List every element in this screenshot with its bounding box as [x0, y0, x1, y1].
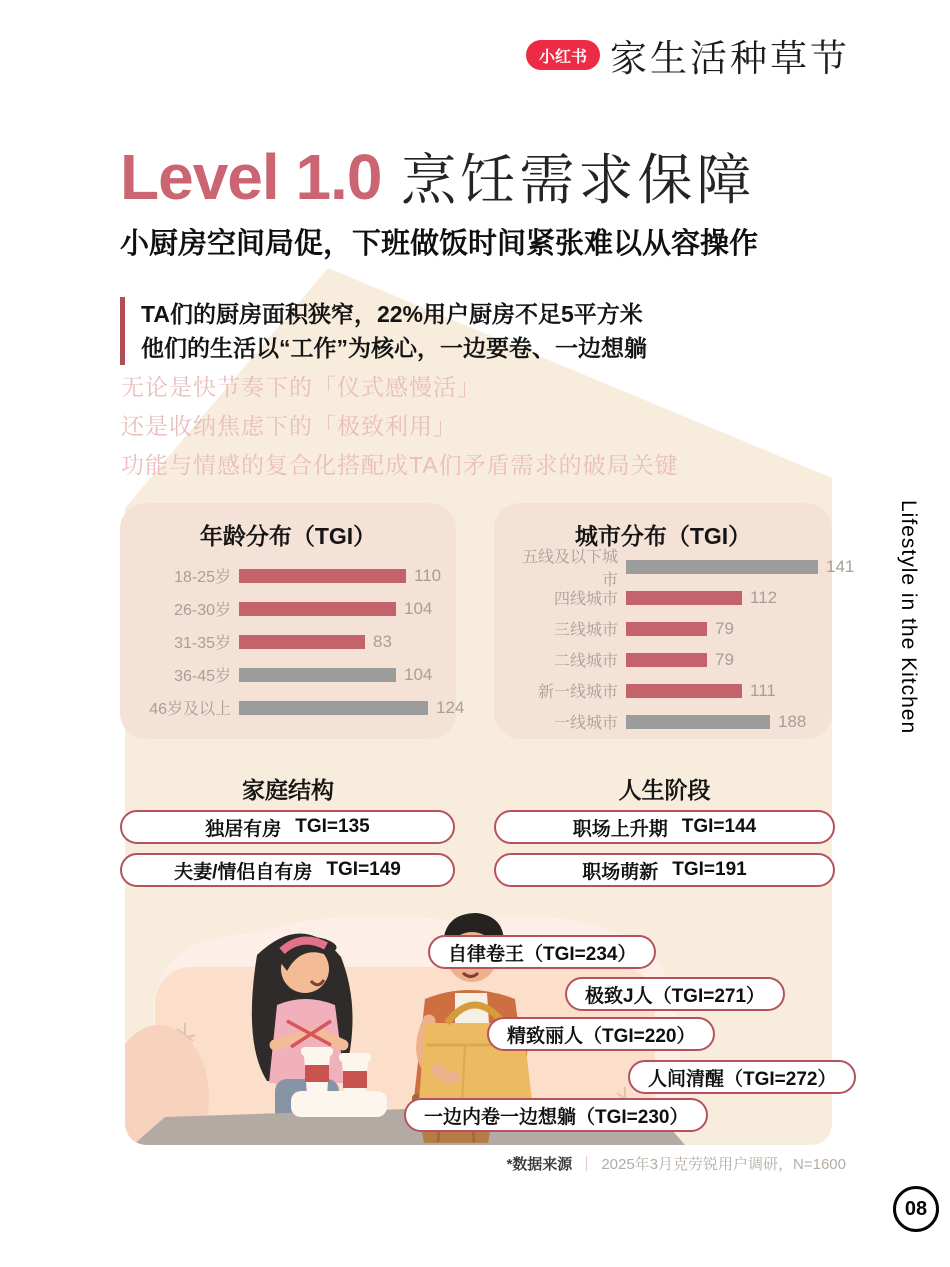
age-distribution-chart-card: [120, 503, 465, 739]
persona-tag-pill: 一边内卷一边想躺（TGI=230）: [404, 1098, 708, 1132]
group-pill-label: 夫妻/情侣自有房: [174, 861, 313, 883]
data-source-footnote: [506, 1153, 846, 1174]
bar: [239, 701, 428, 715]
bar-category-label: 五线及以下城市: [521, 548, 618, 589]
group-pill-tgi: TGI=149: [326, 859, 401, 880]
bar-value-label: 112: [750, 587, 778, 607]
city-distribution-chart-card: [494, 503, 855, 739]
bar: [239, 602, 396, 616]
bar: [239, 668, 396, 682]
persona-tag-pill: 自律卷王（TGI=234）: [428, 935, 656, 969]
chart-row: [136, 658, 446, 691]
chart-row: [510, 582, 822, 613]
age-chart-title: 年龄分布（TGI）: [199, 523, 377, 549]
bar-value-label: 83: [373, 631, 392, 651]
group-pill-tgi: TGI=135: [295, 816, 370, 837]
headline-text: 烹饪需求保障: [401, 149, 756, 211]
bar-category-label: 二线城市: [553, 653, 618, 670]
group-pill: [120, 810, 455, 844]
bar: [626, 715, 770, 729]
bar-category-label: 18-25岁: [174, 569, 231, 586]
page-title: [120, 136, 755, 215]
chart-row: [510, 548, 855, 589]
group-pill-label: 职场萌新: [582, 861, 659, 883]
campaign-brand-title: 家生活种草节: [610, 38, 850, 79]
persona-tag-pill: 极致J人（TGI=271）: [565, 977, 785, 1011]
bar: [626, 591, 742, 605]
family-structure-title: 家庭结构: [242, 777, 334, 803]
chart-row: [510, 675, 822, 706]
group-pill: [120, 853, 455, 887]
footnote-label: *数据来源: [506, 1156, 573, 1173]
bar: [239, 635, 365, 649]
footnote-separator: ｜: [579, 1156, 595, 1173]
chart-row: [136, 691, 465, 724]
bar-category-label: 三线城市: [553, 622, 618, 639]
intro-line-2: 还是收纳焦虑下的「极致利用」: [121, 413, 457, 439]
bar-category-label: 31-35岁: [174, 635, 231, 652]
bar-value-label: 111: [750, 680, 776, 700]
intro-paragraph: [121, 368, 679, 485]
group-pill-tgi: TGI=144: [681, 816, 757, 837]
life-stage-title: 人生阶段: [618, 777, 711, 803]
group-pill-label: 职场上升期: [572, 818, 668, 840]
city-chart-rows: [510, 548, 855, 737]
group-pill-label: 独居有房: [205, 818, 282, 840]
level-label: Level 1.0: [120, 141, 382, 213]
bar: [626, 684, 742, 698]
intro-line-3: 功能与情感的复合化搭配成TA们矛盾需求的破局关键: [121, 452, 679, 478]
bar-category-label: 26-30岁: [174, 602, 231, 619]
persona-tag-pill: 人间清醒（TGI=272）: [628, 1060, 856, 1094]
xiaohongshu-logo-badge: 小红书: [526, 40, 600, 70]
bar: [626, 560, 818, 574]
bar-value-label: 79: [715, 649, 734, 669]
bar-category-label: 四线城市: [553, 591, 618, 608]
chart-row: [136, 625, 446, 658]
group-pill-tgi: TGI=191: [672, 859, 747, 880]
bar-value-label: 110: [414, 565, 442, 585]
chart-row: [136, 559, 446, 592]
bar: [626, 653, 707, 667]
bar-category-label: 一线城市: [553, 715, 618, 732]
chart-row: [510, 644, 822, 675]
group-pill: [494, 853, 835, 887]
page-number-badge: 08: [893, 1186, 939, 1232]
chart-row: [510, 613, 822, 644]
bar-value-label: 124: [436, 697, 465, 717]
quote-line-1: TA们的厨房面积狭窄，22%用户厨房不足5平方米: [141, 301, 643, 327]
subtitle-text: 小厨房空间局促，下班做饭时间紧张难以从容操作: [120, 228, 759, 260]
bar-category-label: 46岁及以上: [149, 701, 231, 718]
intro-line-1: 无论是快节奏下的「仪式感慢活」: [121, 374, 481, 400]
age-chart-rows: [136, 559, 465, 724]
bar-value-label: 104: [404, 664, 433, 684]
side-vertical-label: Lifestyle in the Kitchen: [897, 500, 920, 735]
quote-line-2: 他们的生活以“工作”为核心，一边要卷、一边想躺: [141, 335, 647, 361]
city-chart-title: 城市分布（TGI）: [574, 523, 752, 549]
bar: [626, 622, 707, 636]
chart-row: [136, 592, 446, 625]
bar-value-label: 188: [778, 711, 807, 731]
bar: [239, 569, 406, 583]
bar-value-label: 104: [404, 598, 433, 618]
footnote-text: 2025年3月克劳锐用户调研，N=1600: [601, 1156, 846, 1173]
group-pill: [494, 810, 835, 844]
chart-row: [510, 706, 822, 737]
bar-category-label: 新一线城市: [537, 684, 618, 701]
persona-tag-pill: 精致丽人（TGI=220）: [487, 1017, 715, 1051]
header: [0, 28, 850, 82]
highlight-quote-block: [120, 297, 647, 365]
bar-category-label: 36-45岁: [174, 668, 231, 685]
bar-value-label: 79: [715, 618, 734, 638]
bar-value-label: 141: [826, 556, 855, 576]
